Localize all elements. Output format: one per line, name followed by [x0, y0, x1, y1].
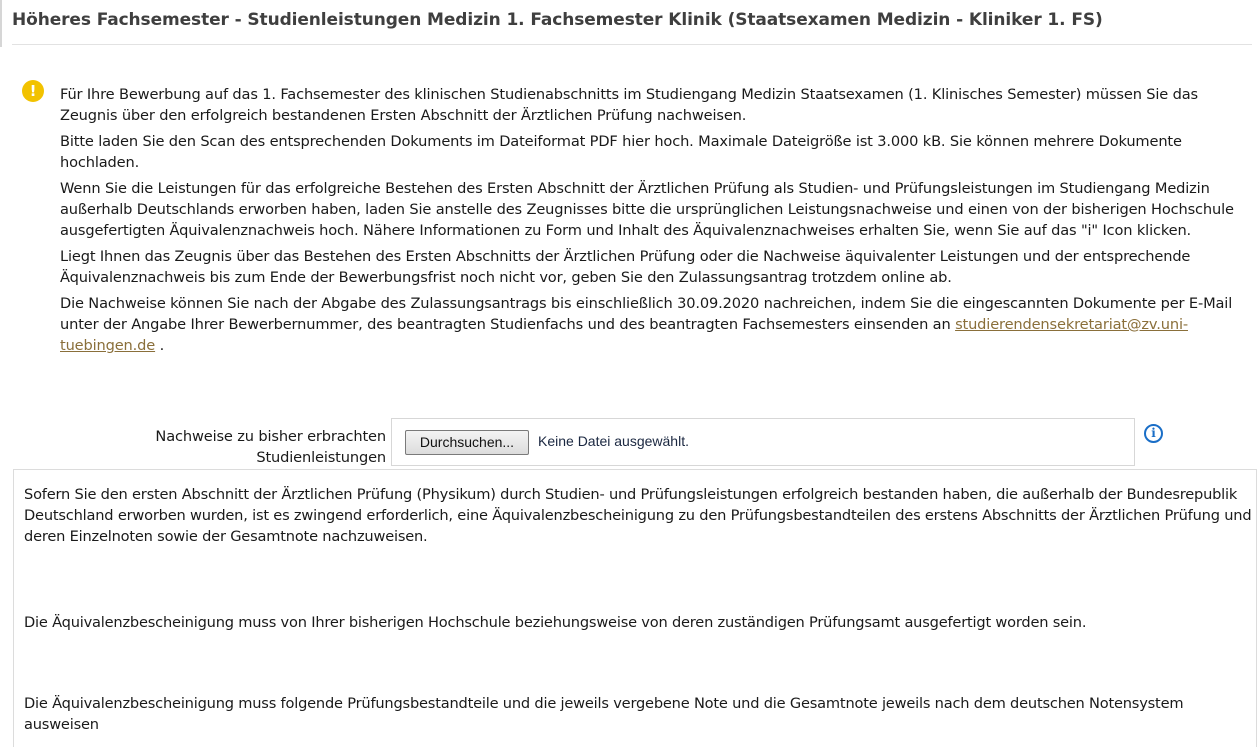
details-paragraph-2: Die Äquivalenzbescheinigung muss von Ihrer bisherigen Hochschule beziehungsweise von deren zuständigen Prüfungsamt ausgefertigt worden sein. — [24, 614, 1087, 631]
warning-info-icon: ! — [22, 80, 44, 102]
email-link[interactable]: studierendensekretariat@zv.uni-tuebingen.de — [60, 316, 1188, 354]
notice-paragraph-1: Für Ihre Bewerbung auf das 1. Fachsemester des klinischen Studienabschnitts im Studiengang Medizin Staatsexamen (1. Klinisches Semester) müssen Sie das Zeugnis über den erfolgreich bestandenen Ersten Abschnitt der Ärztlichen Prüfung nachweisen. — [60, 86, 1198, 124]
notice-paragraph-4: Liegt Ihnen das Zeugnis über das Bestehen des Ersten Abschnitts der Ärztlichen Prüfung oder die Nachweise äquivalenter Leistungen und der entsprechende Äquivalenznachweis bis zum Ende der Bewerbungsfrist noch nicht vor, geben Sie den Zulassungsantrag trotzdem online ab. — [60, 248, 1191, 286]
section-title: Höheres Fachsemester - Studienleistungen Medizin 1. Fachsemester Klinik (Staatsexamen Medizin - Kliniker 1. FS) — [12, 10, 1103, 30]
notice-text-block — [60, 84, 1250, 361]
upload-label: Nachweise zu bisher erbrachten Studienleistungen — [155, 428, 386, 466]
section-left-rule — [0, 0, 8, 47]
notice-paragraph-3: Wenn Sie die Leistungen für das erfolgreiche Bestehen des Ersten Abschnitt der Ärztlichen Prüfung als Studien- und Prüfungsleistungen im Studiengang Medizin außerhalb Deutschlands erworben haben, laden Sie anstelle des Zeugnisses bitte die ursprünglichen Leistungsnachweise und einen von der bisherigen Hochschule ausgefertigten Äquivalenznachweis hoch. Nähere Informationen zu Form und Inhalt des Äquivalenznachweises erhalten Sie, wenn Sie auf das "i" Icon klicken. — [60, 180, 1234, 239]
info-icon[interactable]: i — [1144, 424, 1163, 443]
file-status-text: Keine Datei ausgewählt. — [538, 433, 689, 449]
notice-paragraph-5-end: . — [155, 337, 165, 354]
file-upload-field[interactable] — [391, 418, 1135, 466]
browse-button[interactable]: Durchsuchen... — [405, 430, 529, 455]
title-divider — [12, 44, 1252, 45]
details-paragraph-1: Sofern Sie den ersten Abschnitt der Ärztlichen Prüfung (Physikum) durch Studien- und Prüfungsleistungen erfolgreich bestanden haben, die außerhalb der Bundesrepublik Deutschland erworben wurden, ist es zwingend erforderlich, eine Äquivalenzbescheinigung zu den Prüfungsbestandteilen des erstens Abschnitts der Ärztlichen Prüfung und deren Einzelnoten sowie der Gesamtnote nachzuweisen. — [24, 486, 1252, 545]
notice-paragraph-5 — [60, 293, 1250, 356]
details-paragraph-3: Die Äquivalenzbescheinigung muss folgende Prüfungsbestandteile und die jeweils vergebene Note und die Gesamtnote jeweils nach dem deutschen Notensystem ausweisen — [24, 695, 1184, 733]
notice-paragraph-5-text: Die Nachweise können Sie nach der Abgabe des Zulassungsantrags bis einschließlich 30.09.2020 nachreichen, indem Sie die eingescannten Dokumente per E-Mail unter der Angabe Ihrer Bewerbernummer, des beantragten Studienfachs und des beantragten Fachsemesters einsenden an — [60, 295, 1233, 333]
notice-paragraph-2: Bitte laden Sie den Scan des entsprechenden Dokuments im Dateiformat PDF hier hoch. Maximale Dateigröße ist 3.000 kB. Sie können mehrere Dokumente hochladen. — [60, 133, 1182, 171]
